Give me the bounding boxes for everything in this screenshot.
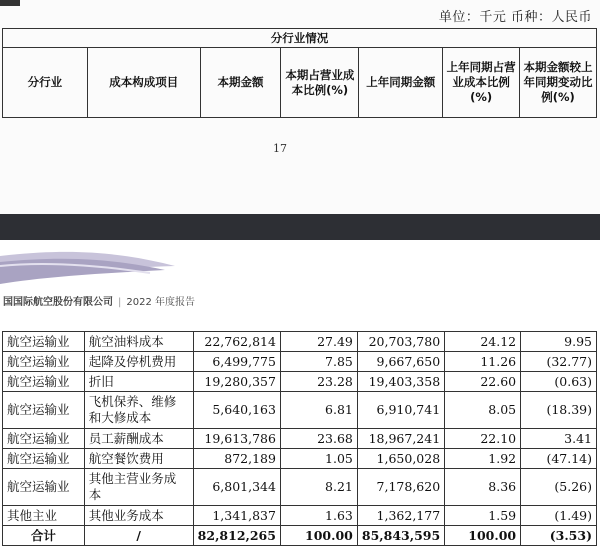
current-ratio-cell: 1.05 (280, 449, 357, 469)
total-prior-amount-cell: 85,843,595 (357, 526, 444, 546)
current-ratio-cell: 23.68 (280, 429, 357, 449)
current-amount-cell: 1,341,837 (193, 506, 280, 526)
prior-ratio-cell: 22.60 (445, 372, 521, 392)
industry-cell: 航空运输业 (3, 332, 85, 352)
table-row (3, 372, 597, 392)
table-row (3, 449, 597, 469)
cost-data-table (2, 331, 597, 546)
col-header-prior-amount: 上年同期金额 (359, 48, 443, 118)
cost-item-cell: 其他主营业务成本 (84, 469, 193, 506)
unit-currency-line: 单位：千元 币种：人民币 (438, 10, 592, 25)
change-ratio-cell: (0.63) (521, 372, 597, 392)
col-header-prior-ratio: 上年同期占营业成本比例(%) (443, 48, 520, 118)
current-ratio-cell: 8.21 (280, 469, 357, 506)
total-current-ratio-cell: 100.00 (280, 526, 357, 546)
current-amount-cell: 872,189 (193, 449, 280, 469)
table-row (3, 352, 597, 372)
current-ratio-cell: 7.85 (280, 352, 357, 372)
current-ratio-cell: 23.28 (280, 372, 357, 392)
prior-ratio-cell: 1.59 (445, 506, 521, 526)
prior-amount-cell: 6,910,741 (357, 392, 444, 429)
industry-cell: 航空运输业 (3, 469, 85, 506)
prior-ratio-cell: 8.36 (445, 469, 521, 506)
table-row (3, 392, 597, 429)
prior-amount-cell: 19,403,358 (357, 372, 444, 392)
change-ratio-cell: (5.26) (521, 469, 597, 506)
company-name: 国国际航空股份有限公司 (3, 297, 113, 308)
total-prior-ratio-cell: 100.00 (445, 526, 521, 546)
change-ratio-cell: (18.39) (521, 392, 597, 429)
report-page-bottom (0, 240, 600, 559)
page-separator (0, 214, 600, 240)
industry-cell: 航空运输业 (3, 352, 85, 372)
total-label-cell: 合计 (3, 526, 85, 546)
change-ratio-cell: (1.49) (521, 506, 597, 526)
col-header-current-amount: 本期金额 (200, 48, 281, 118)
prior-amount-cell: 1,650,028 (357, 449, 444, 469)
prior-ratio-cell: 8.05 (445, 392, 521, 429)
current-ratio-cell: 6.81 (280, 392, 357, 429)
current-amount-cell: 19,613,786 (193, 429, 280, 449)
total-current-amount-cell: 82,812,265 (193, 526, 280, 546)
current-amount-cell: 5,640,163 (193, 392, 280, 429)
cost-item-cell: 员工薪酬成本 (84, 429, 193, 449)
current-amount-cell: 19,280,357 (193, 372, 280, 392)
table-row (3, 506, 597, 526)
decorative-swoosh (0, 240, 600, 300)
prior-ratio-cell: 22.10 (445, 429, 521, 449)
change-ratio-cell: (47.14) (521, 449, 597, 469)
page-edge-mark (0, 0, 20, 6)
industry-cell: 航空运输业 (3, 372, 85, 392)
cost-item-cell: 其他业务成本 (84, 506, 193, 526)
total-change-ratio-cell: (3.53) (521, 526, 597, 546)
page-number: 17 (273, 142, 287, 155)
table-row (3, 429, 597, 449)
prior-amount-cell: 18,967,241 (357, 429, 444, 449)
col-header-change-ratio: 本期金额较上年同期变动比例(%) (520, 48, 597, 118)
current-amount-cell: 22,762,814 (193, 332, 280, 352)
current-ratio-cell: 27.49 (280, 332, 357, 352)
col-header-current-ratio: 本期占营业成本比例(%) (281, 48, 359, 118)
industry-cell: 其他主业 (3, 506, 85, 526)
prior-amount-cell: 20,703,780 (357, 332, 444, 352)
table-row (3, 332, 597, 352)
prior-amount-cell: 1,362,177 (357, 506, 444, 526)
cost-item-cell: 折旧 (84, 372, 193, 392)
col-header-industry: 分行业 (3, 48, 88, 118)
cost-item-cell: 航空油料成本 (84, 332, 193, 352)
total-cost-item-cell: / (84, 526, 193, 546)
prior-ratio-cell: 1.92 (445, 449, 521, 469)
prior-amount-cell: 7,178,620 (357, 469, 444, 506)
total-row (3, 526, 597, 546)
prior-ratio-cell: 11.26 (445, 352, 521, 372)
change-ratio-cell: 3.41 (521, 429, 597, 449)
current-amount-cell: 6,801,344 (193, 469, 280, 506)
header-separator: | (118, 297, 122, 308)
prior-amount-cell: 9,667,650 (357, 352, 444, 372)
industry-cell: 航空运输业 (3, 449, 85, 469)
cost-item-cell: 飞机保养、维修和大修成本 (84, 392, 193, 429)
prior-ratio-cell: 24.12 (445, 332, 521, 352)
current-amount-cell: 6,499,775 (193, 352, 280, 372)
report-title: 2022 年度报告 (126, 297, 196, 308)
industry-cell: 航空运输业 (3, 429, 85, 449)
section-title: 分行业情况 (3, 29, 597, 48)
report-running-header (3, 293, 195, 308)
table-row (3, 469, 597, 506)
cost-item-cell: 航空餐饮费用 (84, 449, 193, 469)
current-ratio-cell: 1.63 (280, 506, 357, 526)
cost-header-table (2, 28, 597, 118)
change-ratio-cell: (32.77) (521, 352, 597, 372)
col-header-cost-item: 成本构成项目 (87, 48, 200, 118)
report-page-top (0, 0, 600, 214)
change-ratio-cell: 9.95 (521, 332, 597, 352)
cost-item-cell: 起降及停机费用 (84, 352, 193, 372)
industry-cell: 航空运输业 (3, 392, 85, 429)
